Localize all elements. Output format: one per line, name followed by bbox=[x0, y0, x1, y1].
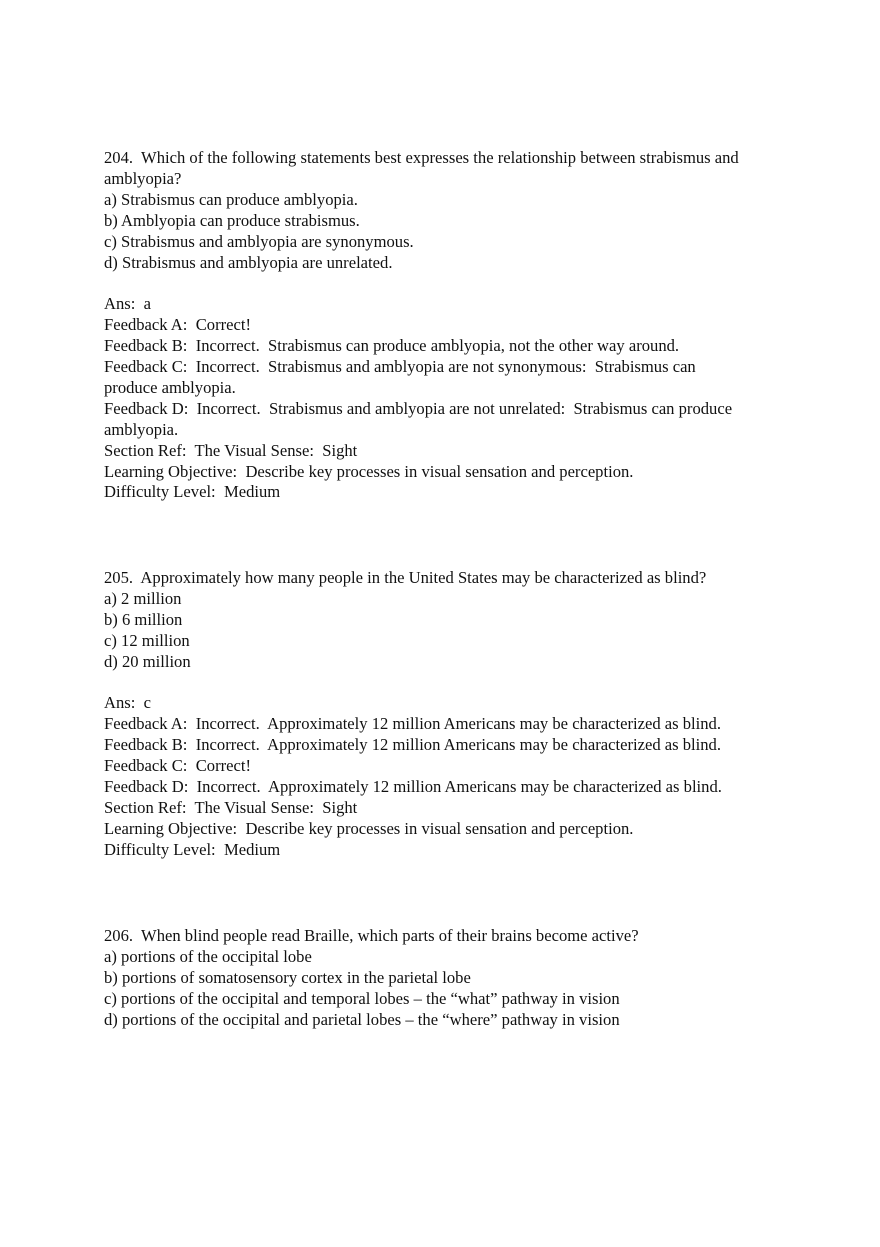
answer-option-a: a) 2 million bbox=[104, 588, 182, 608]
spacer bbox=[104, 273, 784, 294]
answer-option-c: c) portions of the occipital and temporal lobes – the “what” pathway in vision bbox=[104, 988, 620, 1008]
feedback-line: amblyopia. bbox=[104, 419, 179, 439]
section-ref: Section Ref: The Visual Sense: Sight bbox=[104, 797, 358, 817]
question-204 bbox=[104, 148, 784, 503]
question-stem-line: 204. Which of the following statements best expresses the relationship between strabismus and bbox=[104, 148, 739, 167]
answer-key: Ans: c bbox=[104, 693, 152, 713]
answer-option-c: c) Strabismus and amblyopia are synonymous. bbox=[104, 231, 414, 251]
feedback-line: Feedback B: Incorrect. Strabismus can produce amblyopia, not the other way around. bbox=[104, 336, 680, 356]
section-ref: Section Ref: The Visual Sense: Sight bbox=[104, 440, 358, 460]
learning-objective: Learning Objective: Describe key processes in visual sensation and perception. bbox=[104, 818, 634, 838]
question-stem-line: amblyopia? bbox=[104, 168, 182, 188]
difficulty-level: Difficulty Level: Medium bbox=[104, 482, 281, 502]
feedback-line: Feedback D: Incorrect. Approximately 12 million Americans may be characterized as blind. bbox=[104, 777, 722, 797]
answer-key: Ans: a bbox=[104, 294, 152, 314]
answer-option-c: c) 12 million bbox=[104, 630, 190, 650]
answer-option-b: b) Amblyopia can produce strabismus. bbox=[104, 210, 360, 230]
question-stem-line: 206. When blind people read Braille, which parts of their brains become active? bbox=[104, 926, 639, 945]
question-205 bbox=[104, 568, 784, 861]
feedback-line: Feedback A: Incorrect. Approximately 12 million Americans may be characterized as blind. bbox=[104, 714, 721, 734]
feedback-line: Feedback C: Incorrect. Strabismus and amblyopia are not synonymous: Strabismus can bbox=[104, 357, 696, 377]
feedback-line: produce amblyopia. bbox=[104, 377, 236, 397]
answer-option-b: b) portions of somatosensory cortex in the parietal lobe bbox=[104, 967, 471, 987]
answer-option-d: d) portions of the occipital and parietal lobes – the “where” pathway in vision bbox=[104, 1009, 620, 1029]
feedback-line: Feedback D: Incorrect. Strabismus and amblyopia are not unrelated: Strabismus can produce bbox=[104, 398, 733, 418]
answer-option-b: b) 6 million bbox=[104, 609, 183, 629]
answer-option-d: d) Strabismus and amblyopia are unrelated. bbox=[104, 252, 393, 272]
feedback-line: Feedback C: Correct! bbox=[104, 756, 251, 776]
answer-option-a: a) Strabismus can produce amblyopia. bbox=[104, 189, 358, 209]
question-stem-line: 205. Approximately how many people in the United States may be characterized as blind? bbox=[104, 568, 707, 587]
feedback-line: Feedback B: Incorrect. Approximately 12 million Americans may be characterized as blind. bbox=[104, 735, 721, 755]
question-206 bbox=[104, 926, 784, 1031]
difficulty-level: Difficulty Level: Medium bbox=[104, 839, 281, 859]
answer-option-a: a) portions of the occipital lobe bbox=[104, 946, 312, 966]
answer-option-d: d) 20 million bbox=[104, 651, 191, 671]
learning-objective: Learning Objective: Describe key processes in visual sensation and perception. bbox=[104, 461, 634, 481]
feedback-line: Feedback A: Correct! bbox=[104, 315, 251, 335]
spacer bbox=[104, 673, 784, 694]
